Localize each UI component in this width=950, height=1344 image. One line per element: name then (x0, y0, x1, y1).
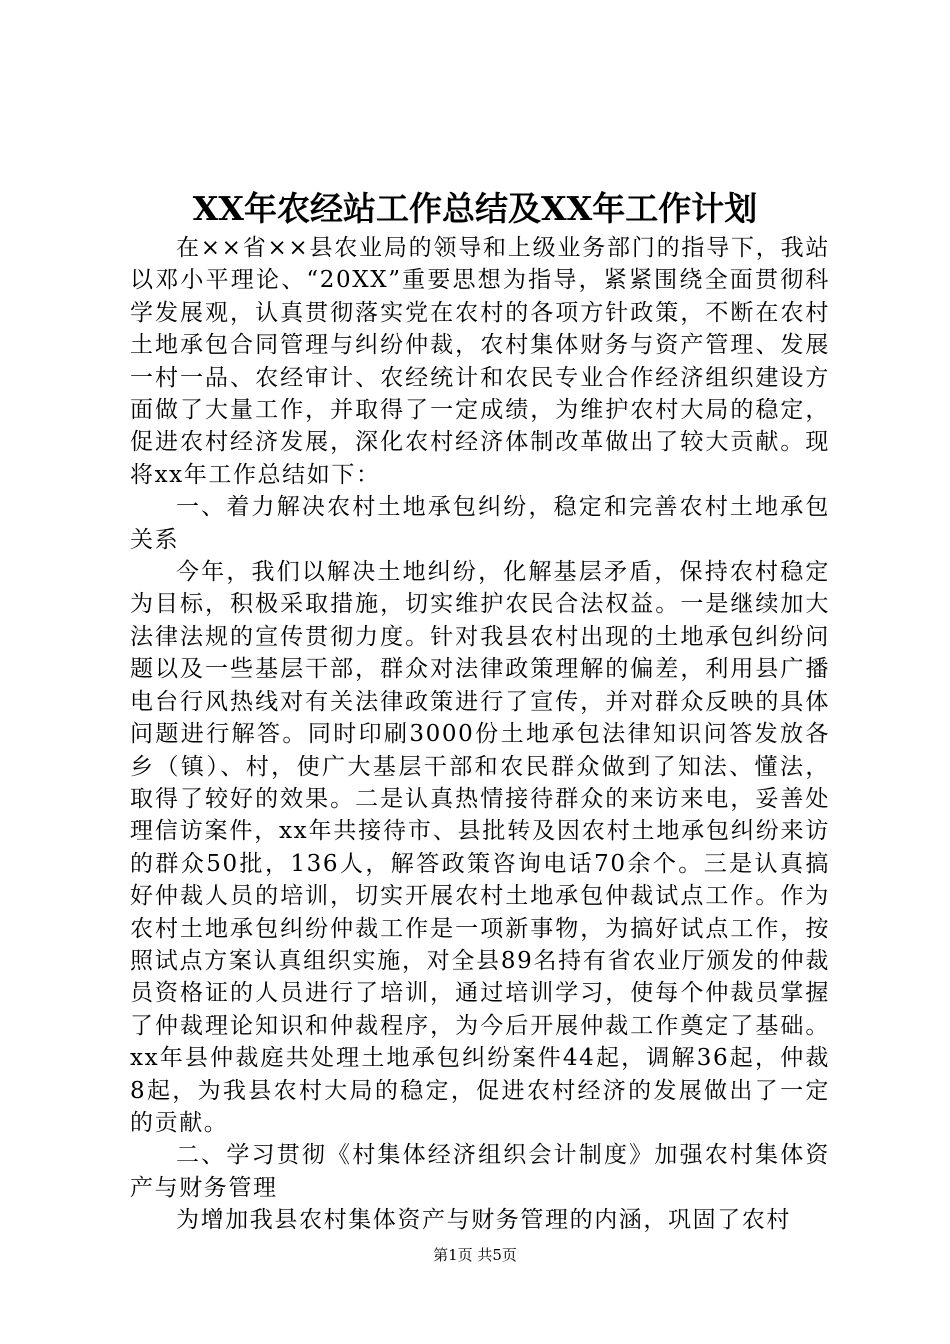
section-2-paragraph: 为增加我县农村集体资产与财务管理的内涵，巩固了农村 (176, 1207, 791, 1234)
document-title: XX年农经站工作总结及XX年工作计划 (192, 189, 758, 228)
section-heading-1: 一、着力解决农村土地承包纠纷，稳定和完善农村土地承包关系 (130, 494, 830, 553)
document-body (130, 232, 830, 1237)
intro-paragraph: 在××省××县农业局的领导和上级业务部门的指导下，我站以邓小平理论、“20XX”重要思想为指导，紧紧围绕全面贯彻科学发展观，认真贯彻落实党在农村的各项方针政策，不断在农村土地承包合同管理与纠纷仲裁，农村集体财务与资产管理、发展一村一品、农经审计、农经统计和农民专业合作经济组织建设方面做了大量工作，并取得了一定成绩，为维护农村大局的稳定，促进农村经济发展，深化农村经济体制改革做出了较大贡献。现将xx年工作总结如下： (130, 235, 830, 488)
page-number-footer: 第1页 共5页 (433, 1246, 517, 1264)
section-1-paragraph: 今年，我们以解决土地纠纷，化解基层矛盾，保持农村稳定为目标，积极采取措施，切实维护农民合法权益。一是继续加大法律法规的宣传贯彻力度。针对我县农村出现的土地承包纠纷问题以及一些基层干部，群众对法律政策理解的偏差，利用县广播电台行风热线对有关法律政策进行了宣传，并对群众反映的具体问题进行解答。同时印刷3000份土地承包法律知识问答发放各乡（镇）、村，使广大基层干部和农民群众做到了知法、懂法，取得了较好的效果。二是认真热情接待群众的来访来电，妥善处理信访案件，xx年共接待市、县批转及因农村土地承包纠纷来访的群众50批，136人，解答政策咨询电话70余个。三是认真搞好仲裁人员的培训，切实开展农村土地承包仲裁试点工作。作为农村土地承包纠纷仲裁工作是一项新事物，为搞好试点工作，按照试点方案认真组织实施，对全县89名持有省农业厅颁发的仲裁员资格证的人员进行了培训，通过培训学习，使每个仲裁员掌握了仲裁理论知识和仲裁程序，为今后开展仲裁工作奠定了基础。xx年县仲裁庭共处理土地承包纠纷案件44起，调解36起，仲裁8起，为我县农村大局的稳定，促进农村经济的发展做出了一定的贡献。 (130, 559, 830, 1136)
section-heading-2: 二、学习贯彻《村集体经济组织会计制度》加强农村集体资产与财务管理 (130, 1142, 830, 1201)
